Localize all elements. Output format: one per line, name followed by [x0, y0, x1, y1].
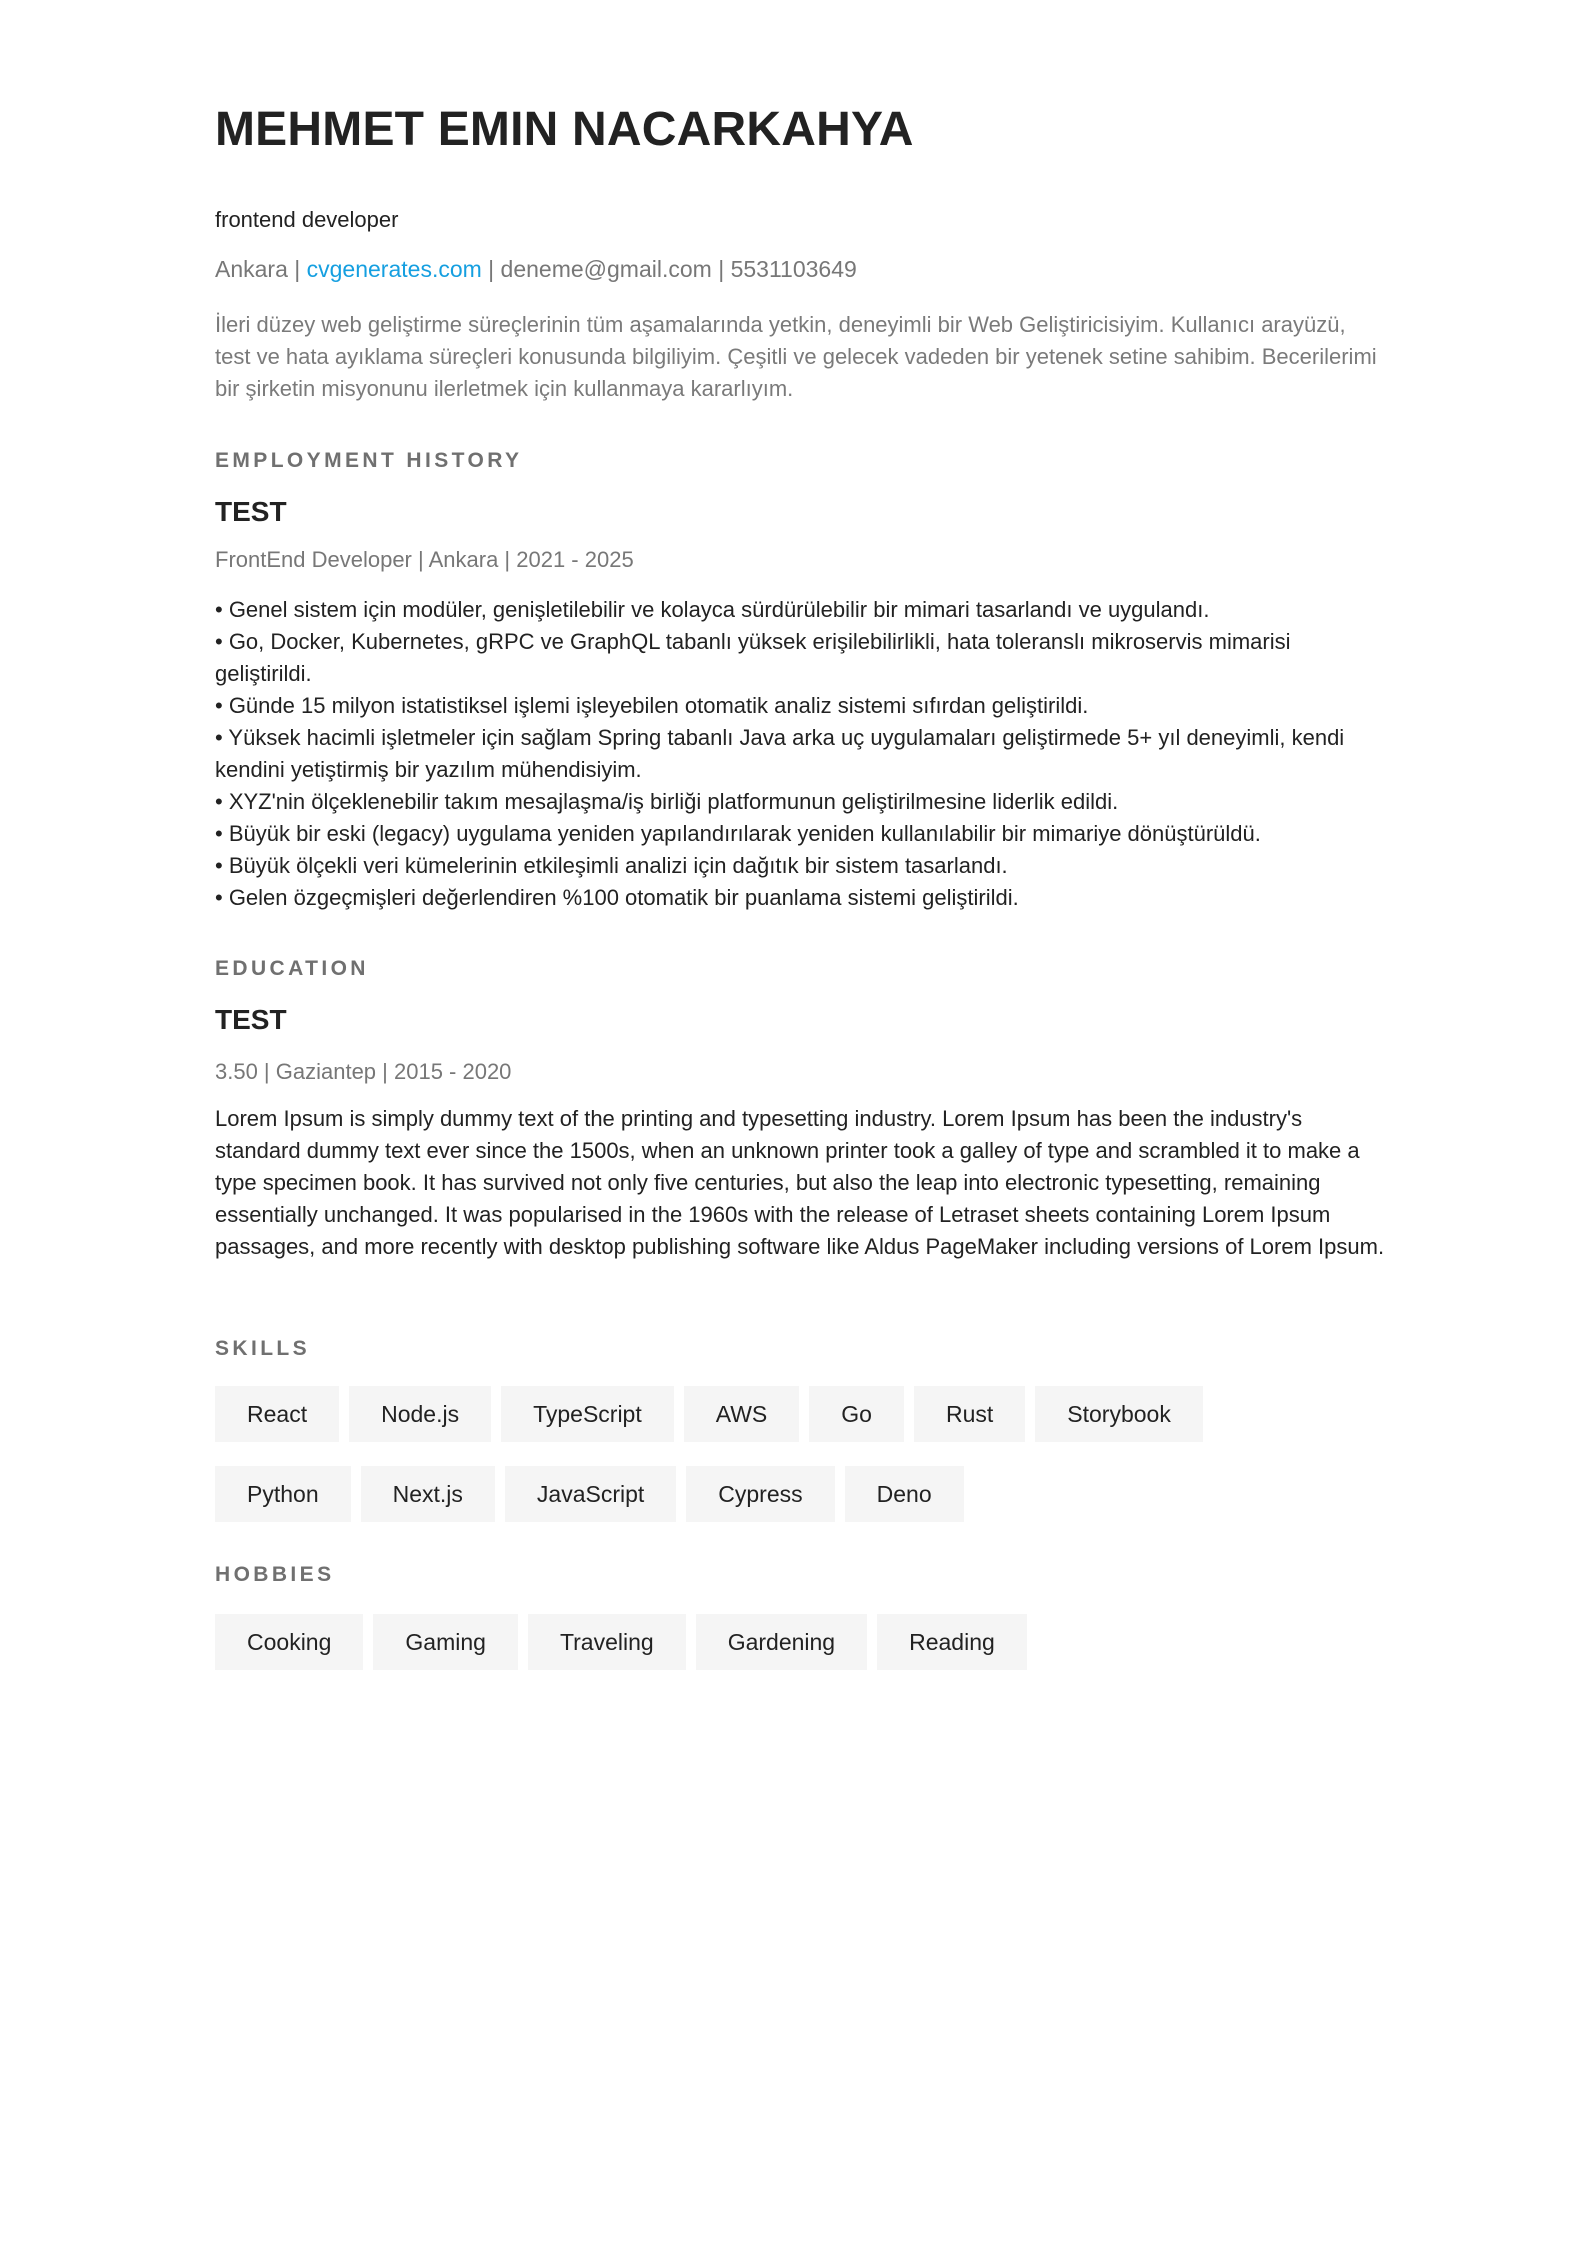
education-description: Lorem Ipsum is simply dummy text of the printing and typesetting industry. Lorem Ipsum has been the industry's standard dummy text ever since the 1500s, when an unknown printer took a galley of type and scrambled it to make a type specimen book. It has survived not only five centuries, but also the leap into electronic typesetting, remaining essentially unchanged. It was popularised in the 1960s with the release of Letraset sheets containing Lorem Ipsum passages, and more recently with desktop publishing software like Aldus PageMaker including versions of Lorem Ipsum.: [215, 1106, 1385, 1259]
bullet-item: • XYZ'nin ölçeklenebilir takım mesajlaşma/iş birliği platformunun geliştirilmesine liderlik edildi.: [215, 789, 1119, 814]
bullet-item: • Yüksek hacimli işletmeler için sağlam Spring tabanlı Java arka uç uygulamaları geliştirmede 5+ yıl deneyimli, kendi kendini yetiştirmiş bir yazılım mühendisiyim.: [215, 725, 1345, 782]
skill-chip: React: [215, 1386, 339, 1442]
section-heading-education: EDUCATION: [215, 957, 369, 980]
separator: |: [481, 256, 501, 282]
skill-chip: Go: [809, 1386, 904, 1442]
contact-phone: 5531103649: [730, 256, 857, 282]
hobby-chip: Gaming: [373, 1614, 518, 1670]
website-link[interactable]: cvgenerates.com: [306, 256, 482, 282]
skill-chip: JavaScript: [505, 1466, 676, 1522]
skill-chip: Node.js: [349, 1386, 491, 1442]
skill-chip: Python: [215, 1466, 351, 1522]
separator: |: [287, 256, 307, 282]
hobbies-list: [215, 1614, 1385, 1670]
skill-chip: Storybook: [1035, 1386, 1203, 1442]
bullet-item: • Büyük bir eski (legacy) uygulama yeniden yapılandırılarak yeniden kullanılabilir bir mimariye dönüştürüldü.: [215, 821, 1261, 846]
skill-chip: Rust: [914, 1386, 1025, 1442]
contact-line: [215, 253, 1385, 285]
skills-list: [215, 1386, 1385, 1522]
section-heading-hobbies: HOBBIES: [215, 1563, 335, 1586]
employment-meta: FrontEnd Developer | Ankara | 2021 - 2025: [215, 547, 634, 572]
education-meta: 3.50 | Gaziantep | 2015 - 2020: [215, 1059, 512, 1084]
separator: |: [711, 256, 731, 282]
profile-summary: İleri düzey web geliştirme süreçlerinin tüm aşamalarında yetkin, deneyimli bir Web Geliştiricisiyim. Kullanıcı arayüzü, test ve hata ayıklama süreçleri konusunda bilgiliyim. Çeşitli ve gelecek vadeden bir yetenek setine sahibim. Becerilerimi bir şirketin misyonunu ilerletmek için kullanmaya kararlıyım.: [215, 312, 1377, 401]
bullet-item: • Genel sistem için modüler, genişletilebilir ve kolayca sürdürülebilir bir mimari tasarlandı ve uygulandı.: [215, 597, 1210, 622]
bullet-item: • Gelen özgeçmişleri değerlendiren %100 otomatik bir puanlama sistemi geliştirildi.: [215, 885, 1019, 910]
employment-title: TEST: [215, 496, 287, 527]
candidate-name: MEHMET EMIN NACARKAHYA: [215, 103, 914, 156]
employment-bullets: [215, 594, 1385, 914]
hobby-chip: Gardening: [696, 1614, 867, 1670]
section-heading-skills: SKILLS: [215, 1337, 311, 1360]
bullet-item: • Günde 15 milyon istatistiksel işlemi işleyebilen otomatik analiz sistemi sıfırdan geliştirildi.: [215, 693, 1089, 718]
skill-chip: AWS: [684, 1386, 800, 1442]
section-heading-employment: EMPLOYMENT HISTORY: [215, 449, 523, 472]
skill-chip: TypeScript: [501, 1386, 674, 1442]
skill-chip: Cypress: [686, 1466, 834, 1522]
hobby-chip: Reading: [877, 1614, 1027, 1670]
skill-chip: Deno: [845, 1466, 964, 1522]
hobby-chip: Traveling: [528, 1614, 686, 1670]
contact-city: Ankara: [215, 256, 288, 282]
contact-email: deneme@gmail.com: [500, 256, 712, 282]
job-title: frontend developer: [215, 207, 399, 232]
education-title: TEST: [215, 1004, 287, 1035]
bullet-item: • Büyük ölçekli veri kümelerinin etkileşimli analizi için dağıtık bir sistem tasarlandı.: [215, 853, 1008, 878]
skill-chip: Next.js: [361, 1466, 495, 1522]
bullet-item: • Go, Docker, Kubernetes, gRPC ve GraphQL tabanlı yüksek erişilebilirlikli, hata toleranslı mikroservis mimarisi geliştirildi.: [215, 629, 1291, 686]
hobby-chip: Cooking: [215, 1614, 363, 1670]
